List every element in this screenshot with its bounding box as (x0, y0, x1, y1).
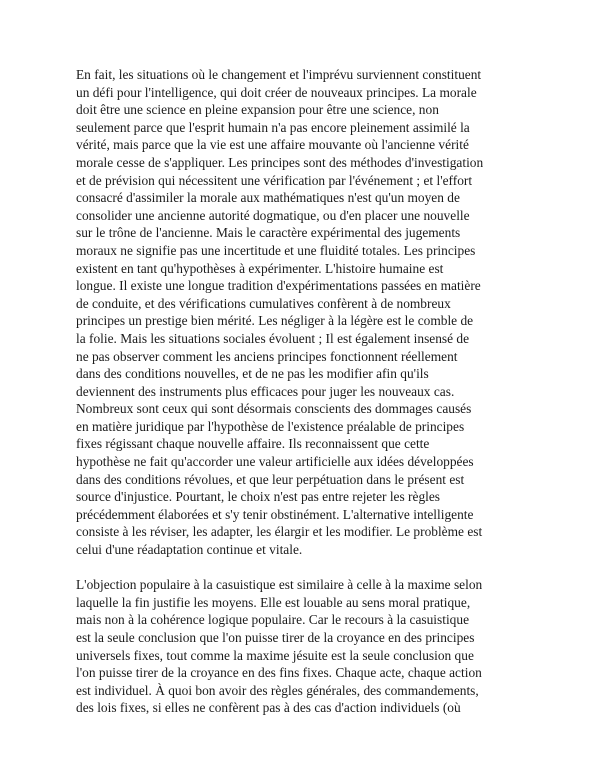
text-line: morale cesse de s'appliquer. Les principes sont des méthodes d'investigation (76, 154, 484, 170)
text-line: de conduite, et des vérifications cumulatives confèrent à de nombreux (76, 295, 451, 311)
text-line: en matière juridique par l'hypothèse de l'existence préalable de principes (76, 418, 465, 434)
text-line: fixes régissant chaque nouvelle affaire. Ils reconnaissent que cette (76, 436, 430, 452)
text-line: seulement parce que l'esprit humain n'a pas encore pleinement assimilé la (76, 119, 470, 135)
text-line: des lois fixes, si elles ne confèrent pas à des cas d'action individuels (où (76, 700, 461, 716)
text-line: longue. Il existe une longue tradition d'expérimentations passées en matière (76, 278, 481, 294)
document-page (76, 66, 532, 717)
text-line: En fait, les situations où le changement et l'imprévu surviennent constituent (76, 67, 482, 82)
text-line: L'objection populaire à la casuistique est similaire à celle à la maxime selon (76, 577, 483, 593)
text-line: mais non à la cohérence logique populaire. Car le recours à la casuistique (76, 612, 470, 628)
text-line: est individuel. À quoi bon avoir des règles générales, des commandements, (76, 682, 479, 698)
text-line: Nombreux sont ceux qui sont désormais conscients des dommages causés (76, 401, 472, 417)
text-line: ne pas observer comment les anciens principes fonctionnent réellement (76, 348, 458, 364)
text-line: dans des conditions révolues, et que leur perpétuation dans le présent est (76, 471, 465, 487)
text-line: dans des conditions nouvelles, et de ne pas les modifier afin qu'ils (76, 366, 429, 382)
text-line: l'on puisse tirer de la croyance en des fins fixes. Chaque acte, chaque action (76, 665, 482, 681)
text-line: universels fixes, tout comme la maxime jésuite est la seule conclusion que (76, 647, 474, 663)
paragraph-2 (76, 576, 532, 717)
text-line: et de prévision qui nécessitent une vérification par l'événement ; et l'effort (76, 172, 473, 188)
text-line: consiste à les réviser, les adapter, les élargir et les modifier. Le problème est (76, 524, 483, 540)
text-line: deviennent des instruments plus efficaces pour juger les nouveaux cas. (76, 383, 455, 399)
text-line: principes un prestige bien mérité. Les négliger à la légère est le comble de (76, 313, 474, 329)
text-line: laquelle la fin justifie les moyens. Elle est louable au sens moral pratique, (76, 594, 471, 610)
text-line: doit être une science en pleine expansion pour être une science, non (76, 102, 439, 118)
text-line: hypothèse ne fait qu'accorder une valeur artificielle aux idées développées (76, 454, 474, 470)
text-line: sur le trône de l'ancienne. Mais le caractère expérimental des jugements (76, 225, 461, 241)
text-line: existent en tant qu'hypothèses à expérimenter. L'histoire humaine est (76, 260, 444, 276)
text-line: vérité, mais parce que la vie est une affaire mouvante où l'ancienne vérité (76, 137, 469, 153)
text-line: un défi pour l'intelligence, qui doit créer de nouveaux principes. La morale (76, 84, 477, 100)
text-line: celui d'une réadaptation continue et vitale. (76, 542, 303, 558)
text-line: précédemment élaborées et s'y tenir obstinément. L'alternative intelligente (76, 506, 474, 522)
text-line: est la seule conclusion que l'on puisse tirer de la croyance en des principes (76, 630, 475, 645)
text-line: moraux ne signifie pas une incertitude et une fluidité totales. Les principes (76, 242, 476, 258)
text-line: source d'injustice. Pourtant, le choix n'est pas entre rejeter les règles (76, 489, 441, 505)
text-line: consacré d'assimiler la morale aux mathématiques n'est qu'un moyen de (76, 190, 460, 206)
paragraph-1 (76, 66, 532, 559)
text-line: consolider une ancienne autorité dogmatique, ou d'en placer une nouvelle (76, 207, 470, 223)
text-line: la folie. Mais les situations sociales évoluent ; Il est également insensé de (76, 330, 470, 346)
